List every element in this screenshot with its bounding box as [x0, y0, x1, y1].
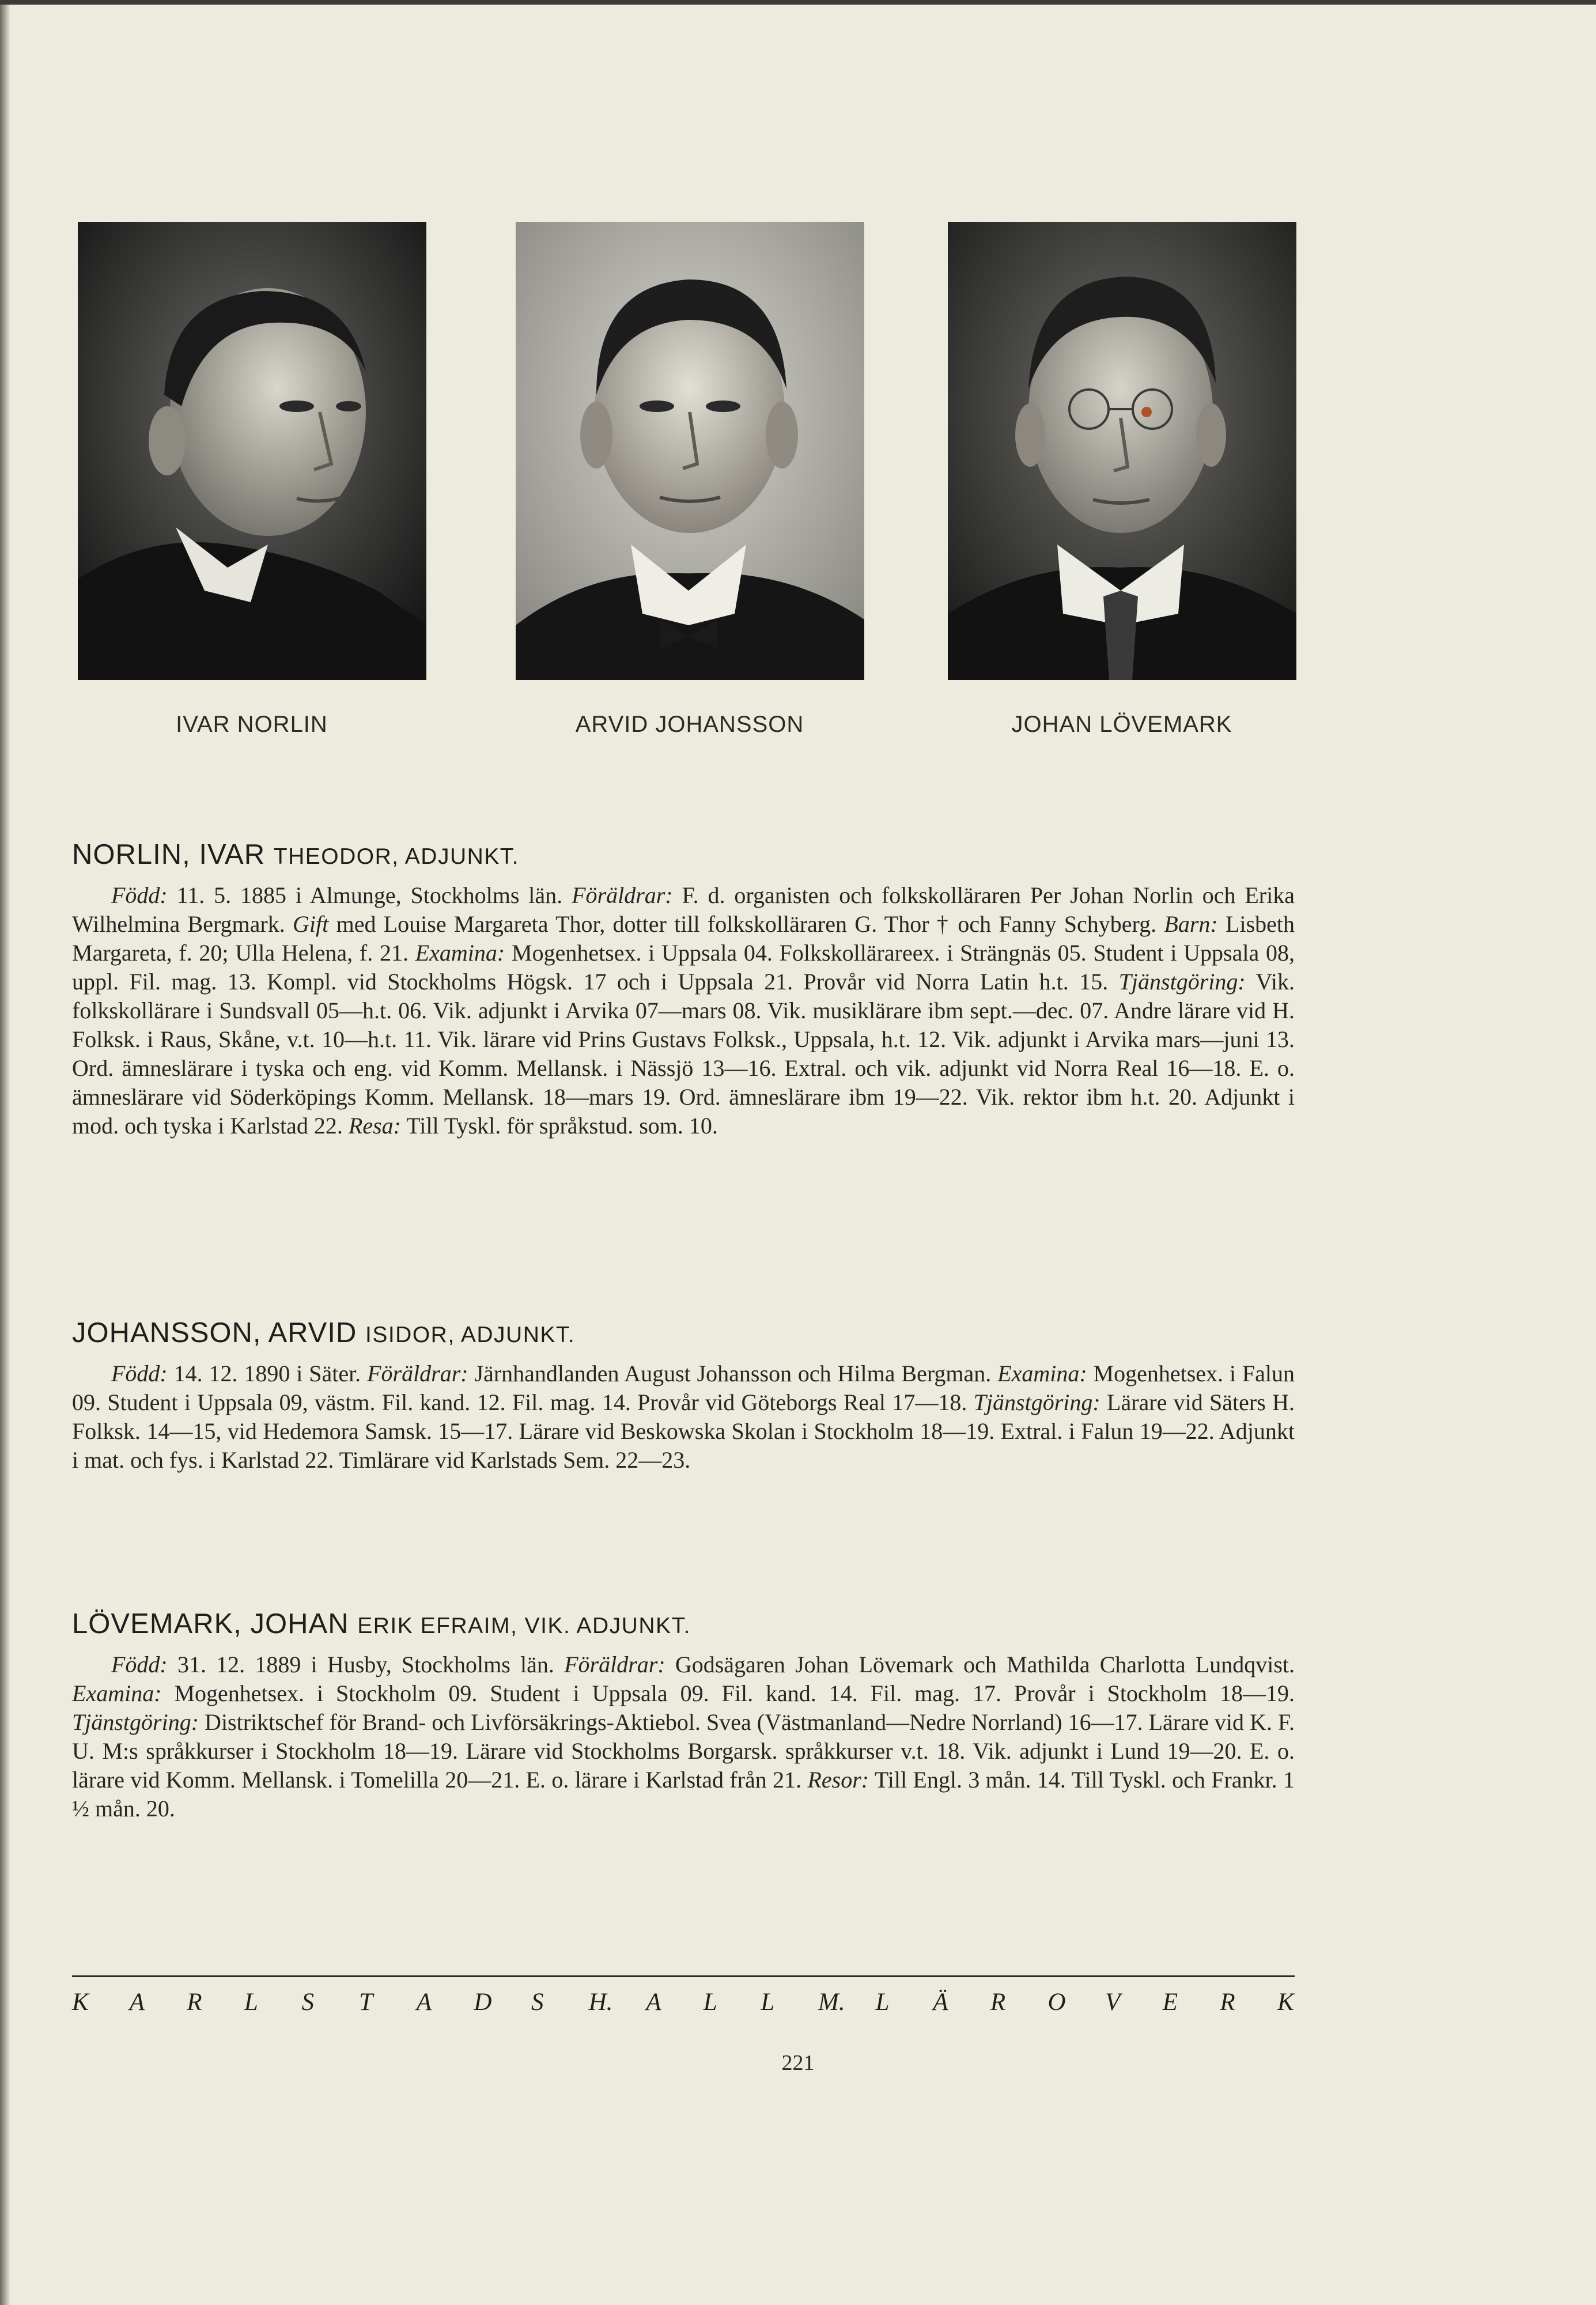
portrait-photo-3 [948, 222, 1296, 680]
footer-letter: M. [818, 1989, 845, 2016]
field-label: Tjänstgöring: [1118, 969, 1246, 995]
footer-letter: R [1220, 1989, 1235, 2016]
field-text: Mogenhetsex. i Stockholm 09. Student i Uppsala 09. Fil. kand. 14. Fil. mag. 17. Provår i Stockholm 18—19. [161, 1680, 1295, 1706]
field-label: Tjänstgöring: [72, 1709, 199, 1735]
field-text: Till Engl. 3 mån. 14. Till Tyskl. och Frankr. 1 ½ mån. 20. [72, 1767, 1295, 1822]
field-text: Vik. folkskollärare i Sundsvall 05—h.t. 06. Vik. adjunkt i Arvika 07—mars 08. Vik. musiklärare ibm sept.—dec. 07. Andre lärare vid H. Folksk. i Raus, Skåne, v.t. 10—h.t. 11. Vik. lärare vid Prins Gustavs Folksk., Uppsala, h.t. 12. Vik. adjunkt i Arvika mars—juni 13. Ord. ämneslärare i tyska och eng. vid Komm. Mellansk. i Nässjö 13—16. Extral. och vik. adjunkt vid Norra Real 16—18. E. o. ämneslärare vid Söderköpings Komm. Mellansk. 18—mars 19. Ord. ämneslärare ibm 19—22. Vik. rektor ibm h.t. 20. Adjunkt i mod. och tyska i Karlstad 22. [72, 969, 1295, 1139]
footer-letter: D [474, 1989, 492, 2016]
field-label: Föräldrar: [564, 1652, 665, 1677]
entry-given-name: ARVID [268, 1317, 357, 1348]
field-label: Föräldrar: [572, 882, 673, 908]
page-top-edge [0, 0, 1596, 5]
portrait-photo-1 [78, 222, 426, 680]
entry-heading [72, 1608, 1295, 1640]
footer-letter: V [1105, 1989, 1121, 2016]
field-text: 14. 12. 1890 i Säter. [167, 1361, 368, 1386]
portrait-caption-1: IVAR NORLIN [176, 712, 328, 737]
field-label: Tjänstgöring: [973, 1389, 1100, 1415]
field-label: Född: [111, 882, 168, 908]
entry-title: ERIK EFRAIM, VIK. ADJUNKT. [357, 1614, 691, 1638]
footer-letter: R [187, 1989, 202, 2016]
footer-letter: E [1162, 1989, 1178, 2016]
footer-letter: A [416, 1989, 432, 2016]
field-text: F. d. organisten och folkskolläraren Per Johan Norlin och Erika Wilhelmina Bergmark. [72, 882, 1295, 937]
field-label: Föräldrar: [367, 1361, 468, 1386]
field-text: Distriktschef för Brand- och Livförsäkrings-Aktiebol. Svea (Västmanland—Nedre Norrland) 16—17. Lärare vid K. F. U. M:s språkkurser i Stockholm 18—19. Lärare vid Stockholms Borgarsk. språkkurser v.t. 18. Vik. adjunkt i Lund 19—20. E. o. lärare vid Komm. Mellansk. i Tomelilla 20—21. E. o. lärare i Karlstad från 21. [72, 1709, 1295, 1793]
footer-letter: Ä [933, 1989, 948, 2016]
entry-title: THEODOR, ADJUNKT. [273, 844, 520, 869]
footer-letter: R [990, 1989, 1006, 2016]
page-edge-shadow [0, 0, 10, 2305]
field-label: Barn: [1164, 911, 1218, 937]
field-text: Mogenhetsex. i Falun 09. Student i Uppsala 09, västm. Fil. kand. 12. Fil. mag. 14. Provår vid Göteborgs Real 17—18. [72, 1361, 1295, 1415]
field-label: Examina: [72, 1680, 162, 1706]
field-text: med Louise Margareta Thor, dotter till folkskolläraren G. Thor † och Fanny Schyberg. [328, 911, 1164, 937]
portrait-caption-2: ARVID JOHANSSON [575, 712, 804, 737]
field-text: Till Tyskl. för språkstud. som. 10. [401, 1113, 718, 1139]
footer-letter: H. [588, 1989, 613, 2016]
footer-letter: L [703, 1989, 717, 2016]
footer-letter: K [72, 1989, 89, 2016]
field-text: Järnhandlanden August Johansson och Hilma Bergman. [468, 1361, 998, 1386]
field-label: Gift [293, 911, 329, 937]
footer-letter: T [359, 1989, 373, 2016]
entry-surname: NORLIN, [72, 839, 191, 870]
entry-body [72, 1359, 1295, 1475]
footer-letter: O [1047, 1989, 1066, 2016]
portrait-image-3 [948, 222, 1296, 680]
footer-letter: L [761, 1989, 775, 2016]
entry-surname: JOHANSSON, [72, 1317, 262, 1348]
portrait-photo-2 [516, 222, 864, 680]
field-label: Född: [111, 1652, 168, 1677]
footer-letter: L [875, 1989, 890, 2016]
footer-letter: A [646, 1989, 661, 2016]
entry-body [72, 881, 1295, 1140]
field-label: Examina: [997, 1361, 1087, 1386]
running-footer [72, 1988, 1295, 2023]
entry-body [72, 1650, 1295, 1823]
field-text: Lisbeth Margareta, f. 20; Ulla Helena, f. 21. [72, 911, 1295, 966]
field-label: Resor: [807, 1767, 869, 1793]
footer-letter: K [1277, 1989, 1294, 2016]
entry-given-name: IVAR [199, 839, 266, 870]
entry-heading [72, 1317, 1295, 1349]
footer-letter: A [129, 1989, 145, 2016]
page-number: 221 [781, 2051, 815, 2075]
footer-letter: S [301, 1989, 314, 2016]
field-label: Examina: [415, 940, 505, 966]
portrait-image-2 [516, 222, 864, 680]
field-text: Mogenhetsex. i Uppsala 04. Folkskollärareex. i Strängnäs 05. Student i Uppsala 08, uppl. Fil. mag. 13. Kompl. vid Stockholms Högsk. 17 och i Uppsala 21. Provår vid Norra Latin h.t. 15. [72, 940, 1295, 995]
portrait-image-1 [78, 222, 426, 680]
field-label: Resa: [348, 1113, 401, 1139]
footer-letter: L [244, 1989, 258, 2016]
biography-entry-norlin [72, 838, 1295, 1140]
biography-entry-lovemark [72, 1608, 1295, 1823]
entry-title: ISIDOR, ADJUNKT. [365, 1322, 576, 1347]
portrait-caption-3: JOHAN LÖVEMARK [1011, 712, 1232, 737]
footer-rule [72, 1975, 1295, 1977]
biography-entry-johansson [72, 1317, 1295, 1475]
field-label: Född: [111, 1361, 168, 1386]
field-text: 11. 5. 1885 i Almunge, Stockholms län. [167, 882, 572, 908]
field-text: 31. 12. 1889 i Husby, Stockholms län. [167, 1652, 565, 1677]
entry-surname: LÖVEMARK, [72, 1608, 242, 1639]
footer-letter: S [531, 1989, 544, 2016]
field-text: Godsägaren Johan Lövemark och Mathilda Charlotta Lundqvist. [665, 1652, 1295, 1677]
entry-heading [72, 838, 1295, 871]
field-text: Lärare vid Säters H. Folksk. 14—15, vid Hedemora Samsk. 15—17. Lärare vid Beskowska Skolan i Stockholm 18—19. Extral. i Falun 19—22. Adjunkt i mat. och fys. i Karlstad 22. Timlärare vid Karlstads Sem. 22—23. [72, 1389, 1295, 1473]
entry-given-name: JOHAN [250, 1608, 349, 1639]
